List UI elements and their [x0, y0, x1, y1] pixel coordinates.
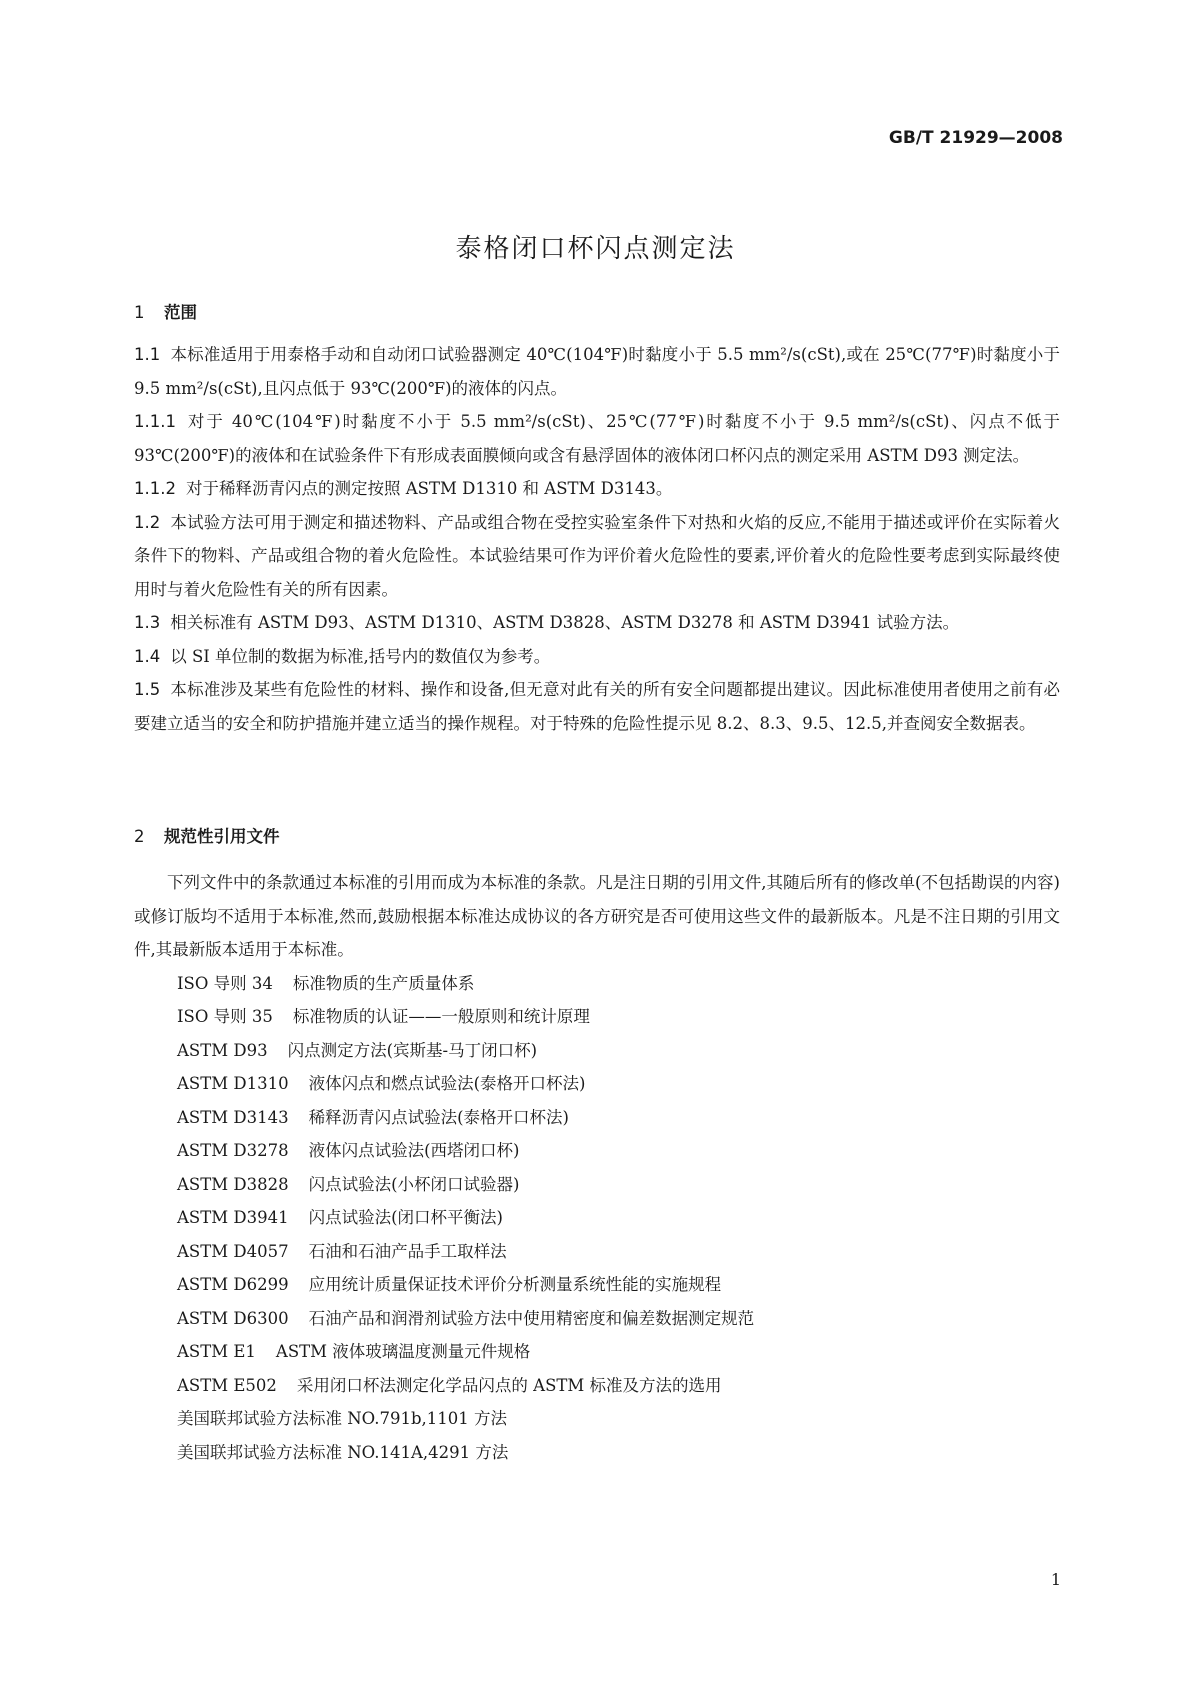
reference-item: [134, 1402, 1060, 1436]
clause-text: 本标准涉及某些有危险性的材料、操作和设备,但无意对此有关的所有安全问题都提出建议。因此标准使用者使用之前有必要建立适当的安全和防护措施并建立适当的操作规程。对于特殊的危险性提示见 8.2、8.3、9.5、12.5,并查阅安全数据表。: [134, 680, 1060, 733]
clause-number: 1.2: [134, 512, 161, 532]
clause-text: 以 SI 单位制的数据为标准,括号内的数值仅为参考。: [170, 646, 551, 666]
reference-title: 闪点试验法(闭口杯平衡法): [308, 1208, 503, 1227]
reference-title: 液体闪点和燃点试验法(泰格开口杯法): [308, 1074, 586, 1093]
reference-list: [134, 967, 1060, 1470]
reference-code: ASTM E1: [177, 1342, 256, 1361]
reference-item: [134, 1101, 1060, 1135]
reference-code: 美国联邦试验方法标准 NO.141A,4291 方法: [177, 1442, 509, 1462]
reference-item: [134, 1134, 1060, 1168]
clause-number: 1.1.1: [134, 412, 176, 431]
reference-code: ASTM D6299: [177, 1275, 289, 1294]
reference-code: ASTM D4057: [177, 1241, 289, 1261]
reference-code: ISO 导则 35: [177, 1007, 273, 1026]
reference-item: [134, 967, 1060, 1001]
section-2-intro: 下列文件中的条款通过本标准的引用而成为本标准的条款。凡是注日期的引用文件,其随后所有的修改单(不包括勘误的内容)或修订版均不适用于本标准,然而,鼓励根据本标准达成协议的各方研究是否可使用这些文件的最新版本。凡是不注日期的引用文件,其最新版本适用于本标准。: [134, 873, 1060, 959]
reference-item: [134, 1335, 1060, 1369]
reference-item: [134, 1000, 1060, 1034]
reference-code: ISO 导则 34: [177, 973, 273, 993]
reference-title: 标准物质的认证——一般原则和统计原理: [292, 1007, 590, 1026]
clause-text: 对于稀释沥青闪点的测定按照 ASTM D1310 和 ASTM D3143。: [185, 479, 673, 498]
document-title: 泰格闭口杯闪点测定法: [455, 234, 736, 264]
clause-1-1-1: [134, 405, 1060, 472]
reference-title: 闪点测定方法(宾斯基-马丁闭口杯): [287, 1040, 538, 1060]
reference-code: ASTM D3143: [177, 1107, 289, 1127]
reference-code: ASTM D3828: [177, 1174, 289, 1194]
clause-text: 对于 40℃(104℉)时黏度不小于 5.5 mm²/s(cSt)、25℃(77℉)时黏度不小于 9.5 mm²/s(cSt)、闪点不低于 93℃(200℉)的液体和在试验条件下有形成表面膜倾向或含有悬浮固体的液体闭口杯闪点的测定采用 ASTM D93 测定法。: [134, 412, 1060, 465]
clause-number: 1.3: [134, 613, 161, 632]
reference-title: ASTM 液体玻璃温度测量元件规格: [275, 1342, 531, 1361]
reference-item: [134, 1201, 1060, 1235]
section-number: 1: [134, 303, 145, 322]
section-2: [134, 820, 1060, 1469]
clause-text: 本标准适用于用泰格手动和自动闭口试验器测定 40℃(104℉)时黏度小于 5.5 mm²/s(cSt),或在 25℃(77℉)时黏度小于 9.5 mm²/s(cSt),且闪点低于 93℃(200℉)的液体的闪点。: [134, 345, 1060, 398]
reference-code: 美国联邦试验方法标准 NO.791b,1101 方法: [177, 1409, 508, 1428]
reference-title: 采用闭口杯法测定化学品闪点的 ASTM 标准及方法的选用: [296, 1375, 722, 1395]
section-title: 规范性引用文件: [164, 827, 280, 846]
reference-title: 石油和石油产品手工取样法: [308, 1241, 507, 1261]
reference-code: ASTM E502: [177, 1375, 277, 1395]
reference-item: [134, 1268, 1060, 1302]
clause-1-3: [134, 606, 1060, 640]
reference-code: ASTM D3278: [177, 1141, 289, 1160]
clause-number: 1.1: [134, 345, 161, 364]
clause-number: 1.4: [134, 646, 161, 666]
clause-1-1: [134, 338, 1060, 405]
clause-1-4: [134, 640, 1060, 674]
section-1: [134, 296, 1060, 740]
reference-item: [134, 1034, 1060, 1068]
reference-code: ASTM D93: [177, 1040, 268, 1060]
clause-text: 相关标准有 ASTM D93、ASTM D1310、ASTM D3828、ASTM D3278 和 ASTM D3941 试验方法。: [170, 613, 960, 632]
reference-item: [134, 1235, 1060, 1269]
reference-title: 闪点试验法(小杯闭口试验器): [308, 1174, 520, 1194]
reference-code: ASTM D1310: [177, 1074, 289, 1093]
page-number: 1: [1050, 1570, 1061, 1589]
reference-code: ASTM D3941: [177, 1208, 289, 1227]
reference-title: 稀释沥青闪点试验法(泰格开口杯法): [308, 1107, 569, 1127]
clause-number: 1.1.2: [134, 479, 176, 498]
standard-code: GB/T 21929—2008: [888, 128, 1063, 148]
clause-text: 本试验方法可用于测定和描述物料、产品或组合物在受控实验室条件下对热和火焰的反应,不能用于描述或评价在实际着火条件下的物料、产品或组合物的着火危险性。本试验结果可作为评价着火危险性的要素,评价着火的危险性要考虑到实际最终使用时与着火危险性有关的所有因素。: [134, 512, 1060, 599]
section-heading: [134, 296, 1060, 330]
reference-item: [134, 1067, 1060, 1101]
reference-title: 应用统计质量保证技术评价分析测量系统性能的实施规程: [308, 1275, 722, 1294]
reference-item: [134, 1369, 1060, 1403]
reference-title: 液体闪点试验法(西塔闭口杯): [308, 1141, 520, 1160]
reference-item: [134, 1168, 1060, 1202]
reference-item: [134, 1302, 1060, 1336]
reference-title: 石油产品和润滑剂试验方法中使用精密度和偏差数据测定规范: [308, 1308, 755, 1328]
clause-1-5: [134, 673, 1060, 740]
reference-code: ASTM D6300: [177, 1308, 289, 1328]
clause-1-2: [134, 506, 1060, 607]
reference-title: 标准物质的生产质量体系: [292, 973, 475, 993]
clause-number: 1.5: [134, 680, 161, 699]
reference-item: [134, 1436, 1060, 1470]
section-number: 2: [134, 827, 145, 846]
section-title: 范围: [164, 303, 197, 322]
clause-1-1-2: [134, 472, 1060, 506]
section-heading: [134, 820, 1060, 854]
